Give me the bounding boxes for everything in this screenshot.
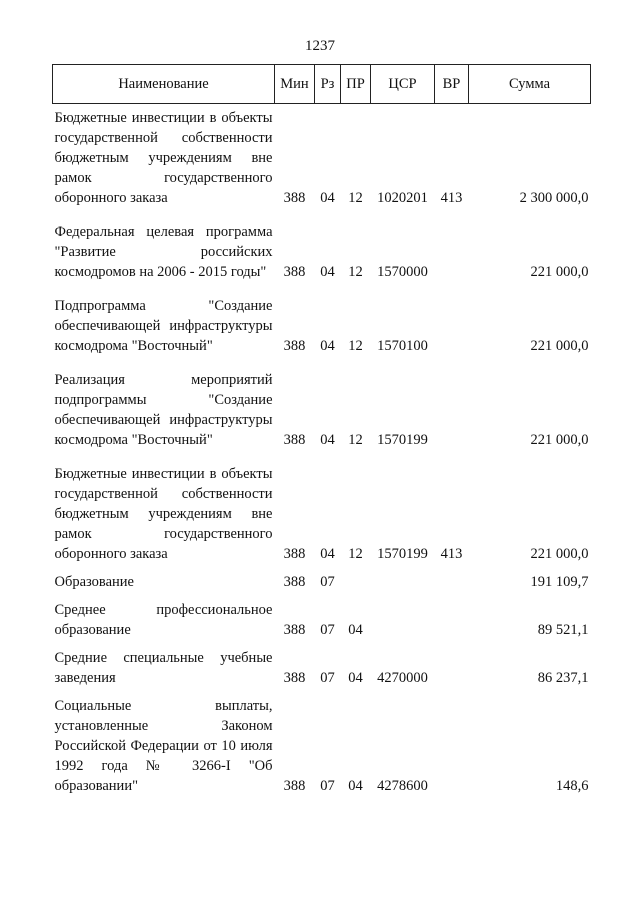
row-csr: 1570199: [377, 546, 428, 562]
row-min: 388: [283, 190, 306, 206]
row-pr: 04: [348, 622, 363, 638]
header-sum: Сумма: [469, 65, 591, 104]
row-vr: [435, 282, 469, 356]
row-csr: 1020201: [377, 190, 428, 206]
row-csr: 4278600: [377, 778, 428, 794]
row-min: 388: [283, 622, 306, 638]
row-name: Средние специальные учебные заведения: [54, 650, 273, 686]
row-name: Бюджетные инвестиции в объекты государственной собственности бюджетным учреждениям вне рамок государственного оборонного заказа: [54, 110, 273, 206]
row-vr: [435, 640, 469, 688]
row-pr: 12: [348, 190, 363, 206]
row-min: 388: [283, 338, 306, 354]
row-sum: 148,6: [555, 778, 589, 794]
row-vr: [435, 356, 469, 450]
row-vr: 413: [440, 546, 463, 562]
row-sum: 86 237,1: [537, 670, 589, 686]
header-name: Наименование: [53, 65, 275, 104]
row-rz: 04: [320, 190, 335, 206]
row-sum: 221 000,0: [530, 264, 589, 280]
row-sum: 221 000,0: [530, 338, 589, 354]
header-vr: ВР: [435, 65, 469, 104]
row-rz: 04: [320, 432, 335, 448]
header-csr: ЦСР: [371, 65, 435, 104]
row-vr: [435, 688, 469, 796]
header-min: Мин: [275, 65, 315, 104]
row-name: Бюджетные инвестиции в объекты государственной собственности бюджетным учреждениям вне рамок государственного оборонного заказа: [54, 466, 273, 562]
row-vr: 413: [440, 190, 463, 206]
row-pr: 04: [348, 670, 363, 686]
row-name: Реализация мероприятий подпрограммы "Создание обеспечивающей инфраструктуры космодрома "Восточный": [54, 372, 273, 448]
row-sum: 221 000,0: [530, 546, 589, 562]
row-csr: [371, 564, 435, 592]
table-row: [53, 356, 591, 450]
row-sum: 221 000,0: [530, 432, 589, 448]
table-row: [53, 208, 591, 282]
row-csr: 1570199: [377, 432, 428, 448]
header-rz: Рз: [315, 65, 341, 104]
table-row: [53, 640, 591, 688]
table-row: [53, 104, 591, 209]
row-min: 388: [283, 574, 306, 590]
row-pr: 12: [348, 432, 363, 448]
row-sum: 89 521,1: [537, 622, 589, 638]
row-sum: 191 109,7: [530, 574, 589, 590]
row-rz: 07: [320, 622, 335, 638]
header-row: [53, 65, 591, 104]
row-name: Среднее профессиональное образование: [54, 602, 273, 638]
row-min: 388: [283, 546, 306, 562]
row-sum: 2 300 000,0: [519, 190, 589, 206]
row-name: Социальные выплаты, установленные Законом Российской Федерации от 10 июля 1992 года № 3266-I "Об образовании": [54, 698, 273, 794]
row-rz: 07: [320, 670, 335, 686]
header-pr: ПР: [341, 65, 371, 104]
row-min: 388: [283, 264, 306, 280]
row-min: 388: [283, 670, 306, 686]
row-rz: 07: [320, 778, 335, 794]
row-name: Подпрограмма "Создание обеспечивающей инфраструктуры космодрома "Восточный": [54, 298, 273, 354]
table-row: [53, 450, 591, 564]
row-rz: 04: [320, 546, 335, 562]
row-name: Образование: [54, 574, 134, 590]
row-rz: 04: [320, 338, 335, 354]
table-row: [53, 282, 591, 356]
row-pr: [341, 564, 371, 592]
row-csr: 1570000: [377, 264, 428, 280]
table-row: [53, 564, 591, 592]
row-name: Федеральная целевая программа "Развитие российских космодромов на 2006 - 2015 годы": [54, 224, 273, 280]
row-csr: 4270000: [377, 670, 428, 686]
row-min: 388: [283, 778, 306, 794]
row-pr: 12: [348, 264, 363, 280]
page-number: 1237: [305, 38, 335, 54]
row-rz: 04: [320, 264, 335, 280]
row-rz: 07: [320, 574, 335, 590]
table-row: [53, 592, 591, 640]
row-pr: 04: [348, 778, 363, 794]
row-csr: 1570100: [377, 338, 428, 354]
row-min: 388: [283, 432, 306, 448]
row-vr: [435, 208, 469, 282]
row-vr: [435, 592, 469, 640]
table-row: [53, 688, 591, 796]
row-csr: [371, 592, 435, 640]
row-pr: 12: [348, 546, 363, 562]
budget-table: [52, 64, 591, 796]
row-vr: [435, 564, 469, 592]
row-pr: 12: [348, 338, 363, 354]
